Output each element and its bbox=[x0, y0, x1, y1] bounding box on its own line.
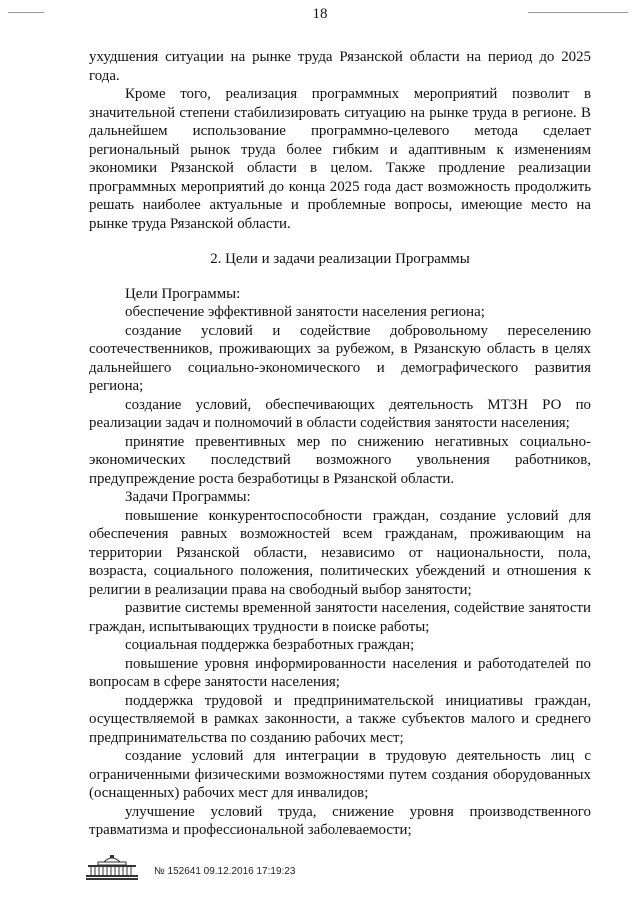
document-body bbox=[89, 48, 591, 840]
task-item: улучшение условий труда, снижение уровня производственного травматизма и профессиональной заболеваемости; bbox=[89, 803, 591, 838]
task-item: социальная поддержка безработных граждан; bbox=[125, 637, 415, 653]
task-item: развитие системы временной занятости населения, содействие занятости граждан, испытывающих трудности в поиске работы; bbox=[89, 600, 591, 635]
task-item: повышение конкурентоспособности граждан, создание условий для обеспечения равных возможностей всем гражданам, проживающим на территории Рязанской области, независимо от национальности, пола, возраста, социального положения, политических убеждений и отношения к религии в реализации права на свободный выбор занятости; bbox=[89, 507, 591, 598]
task-item: создание условий для интеграции в трудовую деятельность лиц с ограниченными физическими возможностями путем создания оборудованных (оснащенных) рабочих мест для инвалидов; bbox=[89, 748, 591, 801]
paragraph: Кроме того, реализация программных мероприятий позволит в значительной степени стабилизировать ситуацию на рынке труда в регионе. В дальнейшем использование программно-целевого метода сделает региональный рынок труда более гибким и адаптивным к изменениям экономики Рязанской области в целом. Также продление реализации программных мероприятий до конца 2025 года даст возможность продолжить решать наиболее актуальные и проблемные вопросы, имеющие место на рынке труда Рязанской области. bbox=[89, 86, 591, 232]
task-item: повышение уровня информированности населения и работодателей по вопросам в сфере занятости населения; bbox=[89, 655, 591, 690]
goal-item: обеспечение эффективной занятости населения региона; bbox=[125, 304, 485, 320]
paragraph: ухудшения ситуации на рынке труда Рязанской области на период до 2025 года. bbox=[89, 49, 591, 84]
page-number: 18 bbox=[312, 6, 328, 22]
registration-stamp: № 152641 09.12.2016 17:19:23 bbox=[154, 866, 296, 877]
government-building-icon bbox=[84, 853, 140, 881]
goal-item: создание условий, обеспечивающих деятельность МТЗН РО по реализации задач и полномочий в области содействия занятости населения; bbox=[89, 396, 591, 431]
section-title: 2. Цели и задачи реализации Программы bbox=[210, 251, 470, 267]
goal-item: принятие превентивных мер по снижению негативных социально-экономических последствий возможного увольнения работников, предупреждение роста безработицы в Рязанской области. bbox=[89, 433, 591, 487]
task-item: поддержка трудовой и предпринимательской инициативы граждан, осуществляемой в рамках законности, а также субъектов малого и среднего предпринимательства по созданию рабочих мест; bbox=[89, 692, 591, 746]
goals-heading: Цели Программы: bbox=[125, 285, 241, 302]
document-footer bbox=[84, 851, 295, 881]
tasks-heading: Задачи Программы: bbox=[125, 489, 251, 505]
goal-item: создание условий и содействие добровольному переселению соотечественников, проживающих за рубежом, в Рязанскую область в целях дальнейшего социально-экономического и демографического развития региона; bbox=[89, 322, 591, 394]
